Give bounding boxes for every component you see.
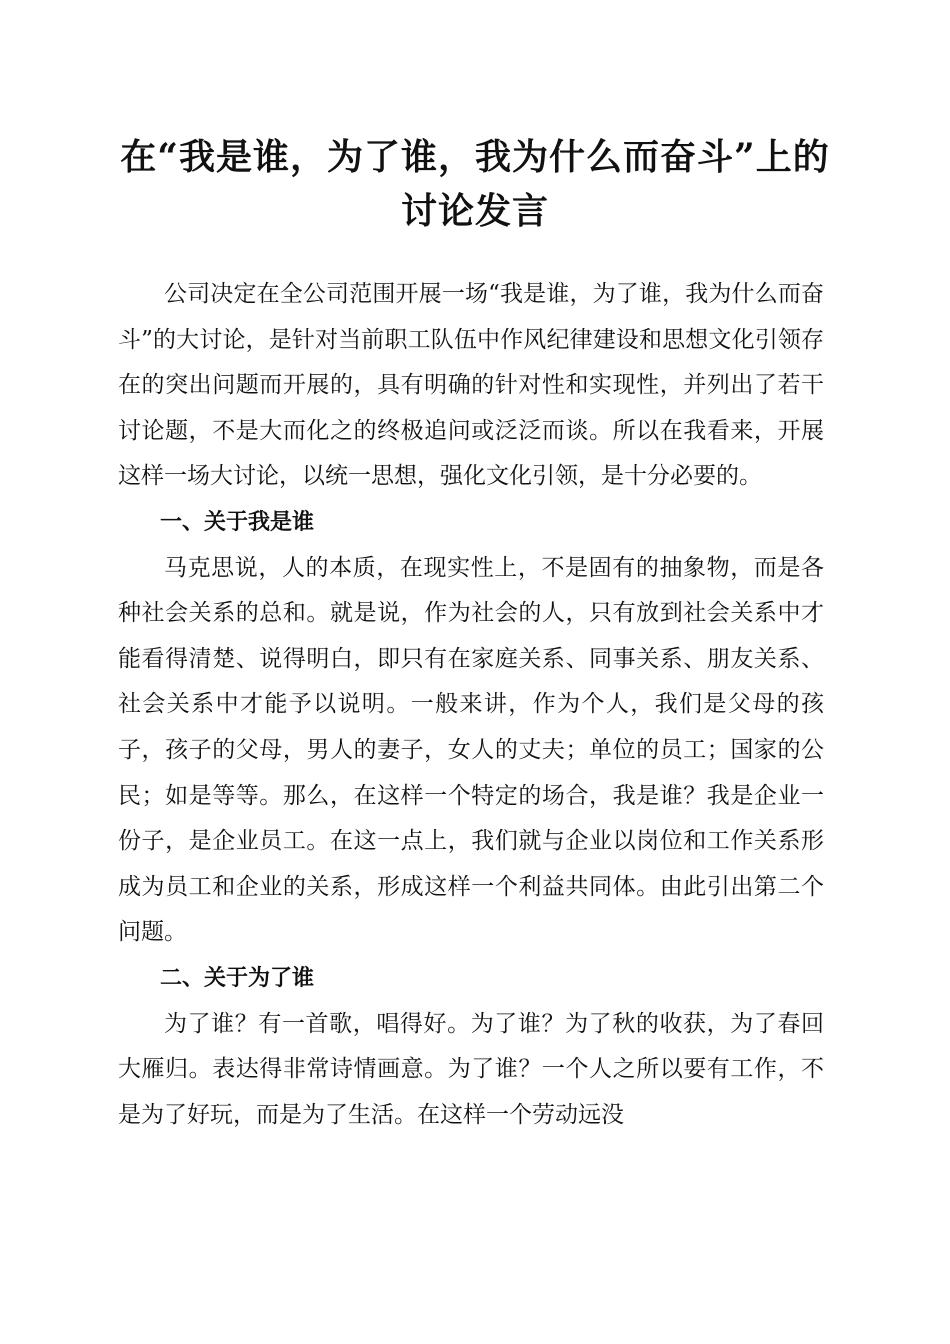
title-line-1: 在“我是谁，为了谁，我为什么而奋斗”上的 — [120, 136, 830, 178]
document-body — [118, 272, 824, 1138]
document-title — [100, 130, 850, 238]
section-paragraph-for-whom: 为了谁？有一首歌，唱得好。为了谁？为了秋的收获，为了春回大雁归。表达得非常诗情画意。为了谁？一个人之所以要有工作，不是为了好玩，而是为了生活。在这样一个劳动远没 — [118, 1010, 824, 1128]
section-heading-who-am-i: 一、关于我是谁 — [160, 509, 315, 535]
title-line-2: 讨论发言 — [400, 190, 549, 232]
section-paragraph-who-am-i: 马克思说，人的本质，在现实性上，不是固有的抽象物，而是各种社会关系的总和。就是说，作为社会的人，只有放到社会关系中才能看得清楚、说得明白，即只有在家庭关系、同事关系、朋友关系、社会关系中才能予以说明。一般来讲，作为个人，我们是父母的孩子，孩子的父母，男人的妻子，女人的丈夫；单位的员工；国家的公民；如是等等。那么，在这样一个特定的场合，我是谁？我是企业一份子，是企业员工。在这一点上，我们就与企业以岗位和工作关系形成为员工和企业的关系，形成这样一个利益共同体。由此引出第二个问题。 — [118, 554, 824, 946]
section-heading-for-whom: 二、关于为了谁 — [160, 965, 315, 991]
intro-paragraph: 公司决定在全公司范围开展一场“我是谁，为了谁，我为什么而奋斗”的大讨论，是针对当前职工队伍中作风纪律建设和思想文化引领存在的突出问题而开展的，具有明确的针对性和实现性，并列出了若干讨论题，不是大而化之的终极追问或泛泛而谈。所以在我看来，开展这样一场大讨论，以统一思想，强化文化引领，是十分必要的。 — [118, 281, 824, 490]
